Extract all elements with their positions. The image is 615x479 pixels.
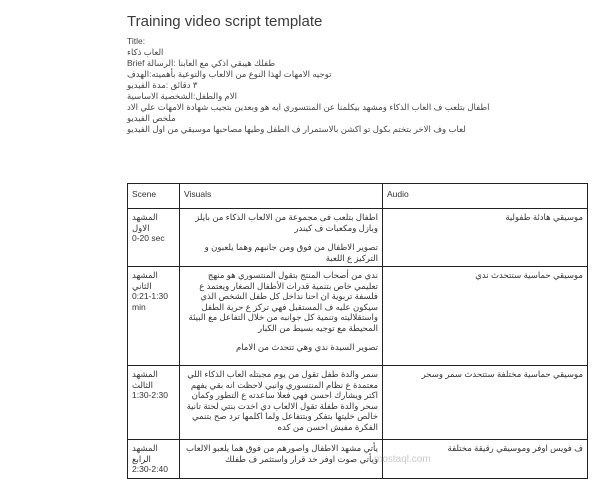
document-title: Training video script template	[127, 13, 323, 30]
scene-cell	[128, 366, 180, 440]
audio-cell	[383, 267, 588, 366]
scene-cell	[128, 209, 180, 267]
goal-field: توجيه الامهات لهذا النوع من الالعاب والتوعية بأهميته:الهدف	[127, 69, 332, 79]
brief-field-label: Brief	[127, 58, 145, 68]
audio-cell	[383, 366, 588, 440]
scene-time: 1:30-2:30	[132, 390, 168, 400]
script-table	[127, 183, 588, 479]
scene-time: 0-20 sec	[132, 233, 165, 243]
visuals-cell	[180, 440, 383, 479]
audio-text: موسيقي هادئة طفولية	[505, 212, 583, 222]
document-fields	[127, 36, 492, 135]
visuals-text: تصوير السيدة ندي وهي تتحدث من الامام	[235, 342, 378, 352]
characters-field: الام والطفل:الشخصية الاساسية	[127, 91, 238, 101]
brief-field-value: طفلك هيبقي اذكي مع العابنا :الرسالة	[146, 58, 276, 68]
visuals-text: تصوير الاطفال من فوق ومن جانبهم وهما يلعبون و التركيز ع اللعبة	[204, 242, 378, 263]
table-row	[128, 440, 588, 479]
visuals-text: ندي من أصحاب المنتج بتقول المنتسوري هو منهج تعليمي خاص بتنمية قدرات الأطفال الصغار ويعتمد ع فلسفة تربوية ان احنا نداخل كل طفل الشخص الذي سيكون عليه ف المستقبل فهي تركز ع حرية الطفل واستقلاليته وتنمية كل جوانبه من خلال التفاعل مع البيئة المحيطة مع توجيه بسيط من الكبار	[188, 270, 378, 333]
scene-time: 0:21-1:30 min	[132, 291, 168, 312]
scene-cell	[128, 440, 180, 479]
visuals-cell	[180, 366, 383, 440]
table-row	[128, 267, 588, 366]
title-field-value: العاب ذكاء	[127, 47, 164, 57]
table-row	[128, 366, 588, 440]
visuals-text: سمر والدة طفل تقول من يوم مجبتله العاب الذكاء اللي معتمدة ع نظام المنتسوري وانبي لاحظت انه بقي يفهم اكتر ويشارك احسن فهي فعلا ساعدته ع التطور وكمان سحر والدة طفلة تقول الالعاب دي اخدت بنتي لحتة تانية خالص خليتها بتفكر وبتتفاعل ولما اكلمها ترد صح بتنمي الفكرة مفيش احسن من كده	[186, 369, 378, 432]
title-field	[127, 36, 492, 47]
scene-column-header: Scene	[128, 184, 180, 209]
brief-field	[127, 58, 492, 69]
audio-column-header: Audio	[383, 184, 588, 209]
visuals-text: اطفال بتلعب فى مجموعة من الالعاب الذكاء من بايلز وبازل ومكعبات ف كيندر	[195, 212, 378, 233]
scene-cell	[128, 267, 180, 366]
scene-name: المشهد الاول	[132, 212, 158, 233]
audio-cell	[383, 209, 588, 267]
audio-text: موسيقي حماسية ستتحدث ندي	[475, 270, 583, 280]
visuals-cell	[180, 267, 383, 366]
scene-name: المشهد الرابع	[132, 443, 158, 464]
audio-text: ف فويس اوفر وموسيقي رقيقة مختلفة	[447, 443, 583, 453]
scene-name: المشهد الثالث	[132, 369, 158, 390]
table-row	[128, 209, 588, 267]
watermark: mostaql.com	[374, 454, 431, 465]
visuals-text: يأتي مشهد الاطفال واصورهم من فوق هما يلعبو الالعاب ويأتي صوت اوفر خد قرار واستثمر ف طفلك	[186, 443, 378, 464]
visuals-cell	[180, 209, 383, 267]
audio-text: موسيقي حماسية مختلفة ستتحدث سمر وسحر	[421, 369, 583, 379]
scene-name: المشهد الثاني	[132, 270, 158, 291]
title-value-row	[127, 47, 492, 58]
visuals-column-header: Visuals	[180, 184, 383, 209]
scene-time: 2:30-2:40	[132, 464, 168, 474]
table-header-row	[128, 184, 588, 209]
title-field-label: Title:	[127, 36, 146, 46]
video-summary	[127, 102, 492, 135]
summary-line: اطفال بتلعب ف العاب الذكاء ومشهد بيكلمنا عن المنتسوري ايه هو وبعدين بتجيب شهادة الامهات علي الاد ملخص الفيديو	[127, 102, 490, 123]
duration-field: ٣ دقائق :مدة الفيديو	[127, 80, 198, 90]
summary-line: لعاب وف الاخر بتختم بكول تو اكشن بالاستمرار ف الطفل وطيها مصاحبها موسيقي من اول الفيديو	[127, 124, 466, 134]
